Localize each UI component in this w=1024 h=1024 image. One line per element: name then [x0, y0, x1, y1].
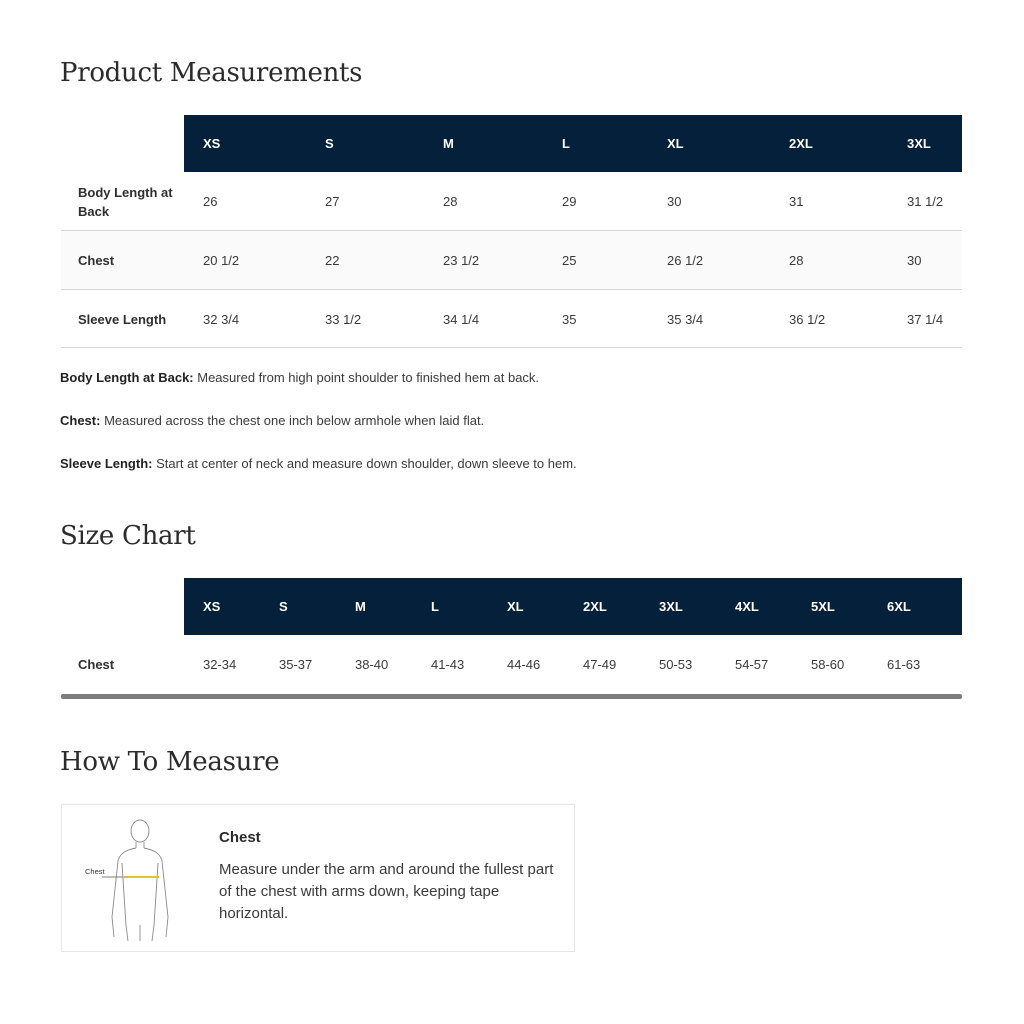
table-cell: 50-53 [659, 657, 693, 672]
size-header-xs: XS [203, 136, 221, 151]
measure-card [61, 804, 575, 952]
note-text: Measured across the chest one inch below armhole when laid flat. [100, 413, 485, 428]
measurements-header-bg [184, 115, 962, 172]
horizontal-scrollbar[interactable] [61, 694, 962, 699]
table-cell: 27 [325, 194, 340, 209]
size-header-xl: XL [667, 136, 684, 151]
note-term: Body Length at Back: [60, 370, 194, 385]
how-to-measure-heading: How To Measure [60, 747, 280, 777]
table-cell: 29 [562, 194, 577, 209]
body-chest-illustration-icon [82, 817, 182, 943]
size-header-l: L [431, 599, 439, 614]
row-label-body-length: Body Length at Back [78, 184, 173, 219]
table-cell: 38-40 [355, 657, 389, 672]
size-header-3xl: 3XL [659, 599, 683, 614]
size-header-6xl: 6XL [887, 599, 911, 614]
note-body-length [60, 370, 539, 385]
note-term: Chest: [60, 413, 101, 428]
size-header-s: S [325, 136, 334, 151]
card-description: Measure under the arm and around the fullest part of the chest with arms down, keeping tape horizontal. [219, 861, 554, 922]
note-text: Start at center of neck and measure down shoulder, down sleeve to hem. [152, 456, 577, 471]
table-cell: 33 1/2 [325, 311, 362, 327]
card-heading: Chest [219, 829, 261, 846]
size-header-s: S [279, 599, 288, 614]
table-cell: 31 [789, 194, 804, 209]
table-cell: 36 1/2 [789, 311, 826, 327]
size-header-xl: XL [507, 599, 524, 614]
size-header-l: L [562, 136, 570, 151]
product-measurements-heading: Product Measurements [60, 58, 363, 88]
size-header-m: M [443, 136, 454, 151]
table-row [61, 231, 962, 290]
table-cell: 26 1/2 [667, 253, 704, 268]
measurements-table [61, 115, 962, 348]
size-chart-table [61, 578, 962, 700]
table-cell: 35 [562, 311, 577, 327]
table-cell: 58-60 [811, 657, 845, 672]
table-cell: 20 1/2 [203, 253, 240, 268]
table-cell: 28 [789, 253, 804, 268]
note-term: Sleeve Length: [60, 456, 153, 471]
size-header-2xl: 2XL [789, 136, 813, 151]
size-chart-header-bg [184, 578, 962, 635]
table-cell: 54-57 [735, 657, 769, 672]
table-row [61, 172, 962, 231]
table-cell: 37 1/4 [907, 311, 944, 327]
size-header-4xl: 4XL [735, 599, 759, 614]
note-text: Measured from high point shoulder to finished hem at back. [193, 370, 540, 385]
table-cell: 47-49 [583, 657, 617, 672]
table-cell: 30 [907, 253, 922, 268]
table-cell: 28 [443, 194, 458, 209]
row-divider [61, 347, 962, 348]
table-cell: 32-34 [203, 657, 237, 672]
size-chart-heading: Size Chart [60, 521, 196, 551]
row-label-chest: Chest [78, 657, 115, 672]
table-cell: 32 3/4 [203, 311, 240, 327]
note-chest [60, 413, 484, 428]
size-header-m: M [355, 599, 366, 614]
table-cell: 61-63 [887, 657, 921, 672]
measurements-header-row [61, 115, 962, 172]
table-cell: 41-43 [431, 657, 465, 672]
figure-chest-label: Chest [85, 867, 105, 876]
table-cell: 34 1/4 [443, 311, 480, 327]
size-header-2xl: 2XL [583, 599, 607, 614]
table-row [61, 290, 962, 348]
table-cell: 22 [325, 253, 340, 268]
size-header-3xl: 3XL [907, 136, 931, 151]
table-cell: 30 [667, 194, 682, 209]
row-label-chest: Chest [78, 253, 115, 268]
table-cell: 35 3/4 [667, 311, 704, 327]
size-header-xs: XS [203, 599, 221, 614]
table-cell: 35-37 [279, 657, 313, 672]
table-cell: 25 [562, 253, 577, 268]
row-label-sleeve-length: Sleeve Length [78, 311, 167, 327]
table-row [61, 635, 962, 694]
table-cell: 26 [203, 194, 218, 209]
note-sleeve-length [60, 456, 577, 471]
size-chart-header-row [61, 578, 962, 635]
size-header-5xl: 5XL [811, 599, 835, 614]
table-cell: 23 1/2 [443, 253, 480, 268]
table-cell: 31 1/2 [907, 194, 944, 209]
table-cell: 44-46 [507, 657, 541, 672]
